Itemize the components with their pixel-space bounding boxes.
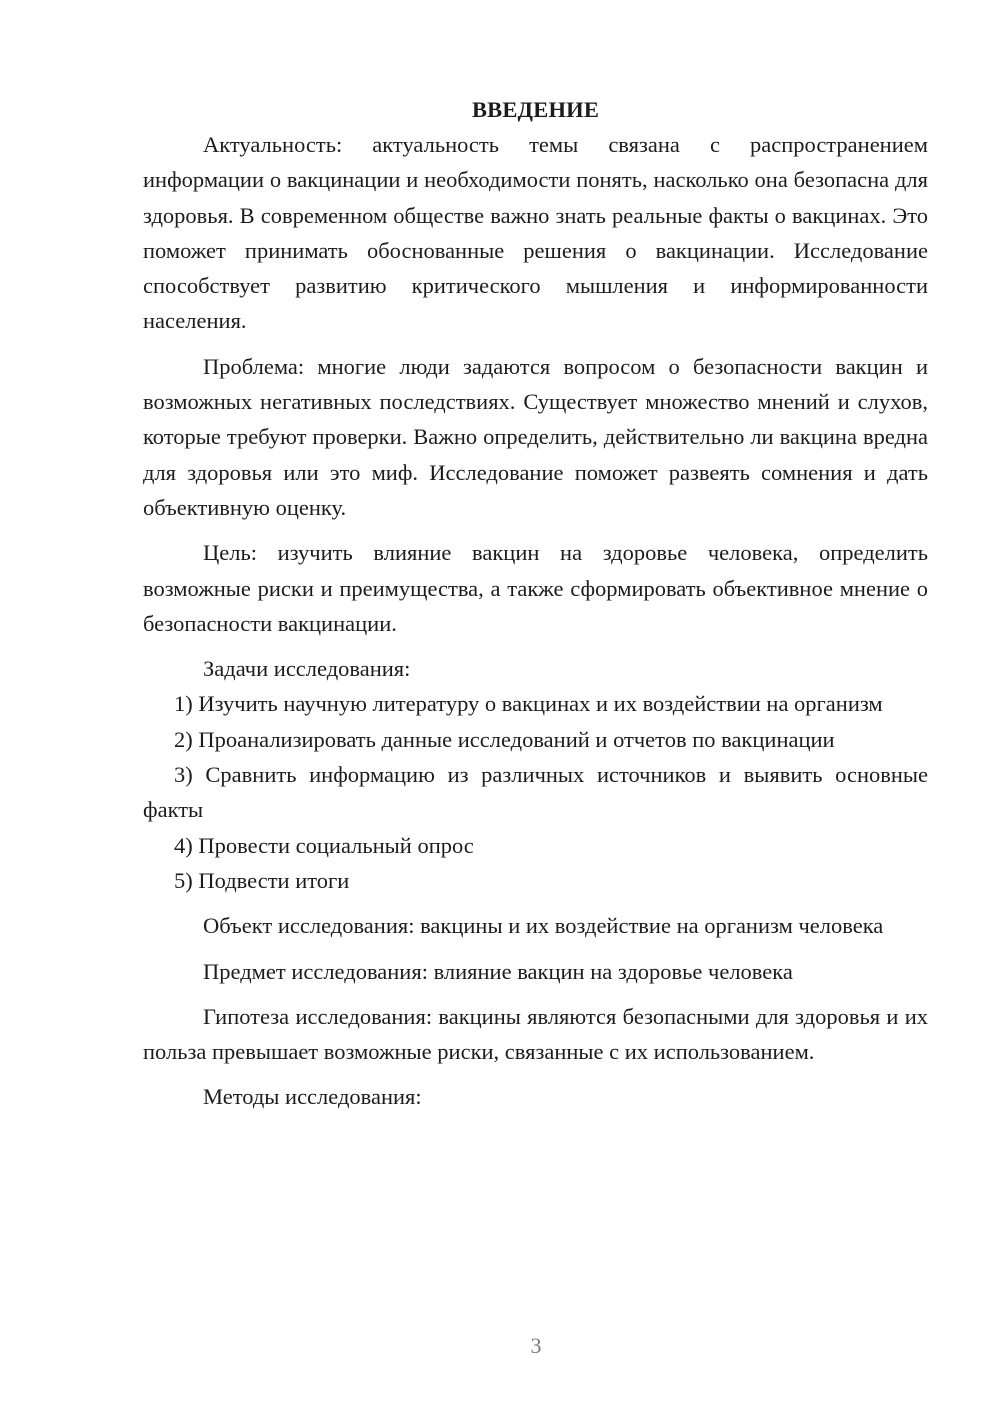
tasks-heading: Задачи исследования: <box>203 656 411 682</box>
page-content <box>143 92 928 1115</box>
tasks-list <box>143 686 928 898</box>
hypothesis-paragraph: Гипотеза исследования: вакцины являются безопасными для здоровья и их польза превышает возможные риски, связанные с их использованием. <box>143 1003 928 1065</box>
object-paragraph: Объект исследования: вакцины и их воздействие на организм человека <box>203 913 884 939</box>
methods-heading: Методы исследования: <box>203 1084 422 1110</box>
section-heading: ВВЕДЕНИЕ <box>471 97 600 122</box>
list-item: 2) Проанализировать данные исследований и отчетов по вакцинации <box>174 726 835 752</box>
relevance-paragraph: Актуальность: актуальность темы связана с распространением информации о вакцинации и необходимости понять, насколько она безопасна для здоровья. В современном обществе важно знать реальные факты о вакцинах. Это поможет принимать обоснованные решения о вакцинации. Исследование способствует развитию критического мышления и информированности населения. <box>143 132 928 334</box>
list-item: 5) Подвести итоги <box>174 867 350 893</box>
list-item: 4) Провести социальный опрос <box>174 832 474 858</box>
page-number: 3 <box>530 1333 542 1358</box>
problem-paragraph: Проблема: многие люди задаются вопросом о безопасности вакцин и возможных негативных последствиях. Существует множество мнений и слухов, которые требуют проверки. Важно определить, действительно ли вакцина вредна для здоровья или это миф. Исследование поможет развеять сомнения и дать объективную оценку. <box>143 353 928 520</box>
goal-paragraph: Цель: изучить влияние вакцин на здоровье человека, определить возможные риски и преимущества, а также сформировать объективное мнение о безопасности вакцинации. <box>143 540 928 636</box>
subject-paragraph: Предмет исследования: влияние вакцин на здоровье человека <box>203 958 793 984</box>
list-item: 1) Изучить научную литературу о вакцинах и их воздействии на организм <box>174 691 883 717</box>
list-item: 3) Сравнить информацию из различных источников и выявить основные факты <box>143 762 928 823</box>
